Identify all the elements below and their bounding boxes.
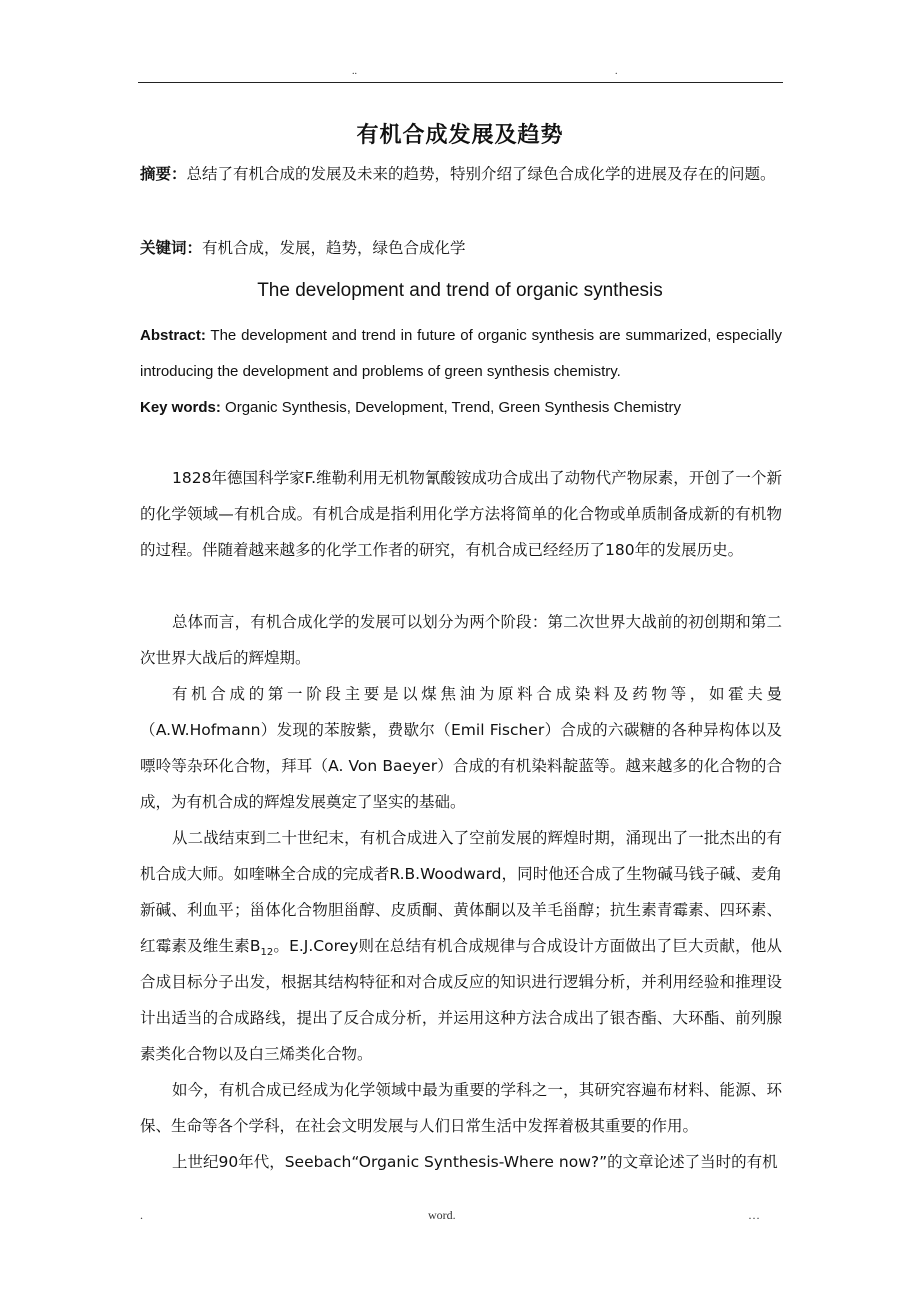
page-title-cn: 有机合成发展及趋势 — [356, 123, 564, 148]
abstract-en — [140, 318, 782, 390]
keywords-en-label: Key words: — [140, 399, 221, 416]
body-paragraph-4-part-b: 。E.J.Corey则在总结有机合成规律与合成设计方面做出了巨大贡献，他从合成目标分子出发，根据其结构特征和对合成反应的知识进行逻辑分析，并利用经验和推理设计出适当的合成路线，提出了反合成分析，并运用这种方法合成出了银杏酯、大环酯、前列腺素类化合物以及白三烯类化合物。 — [140, 937, 782, 1063]
body-paragraph-6: 上世纪90年代，Seebach“Organic Synthesis-Where now?”的文章论述了当时的有机 — [172, 1153, 778, 1171]
body-paragraph-1: 1828年德国科学家F.维勒利用无机物氰酸铵成功合成出了动物代产物尿素，开创了一个新的化学领域—有机合成。有机合成是指利用化学方法将简单的化合物或单质制备成新的有机物的过程。伴随着越来越多的化学工作者的研究，有机合成已经经历了180年的发展历史。 — [140, 469, 782, 559]
keywords-cn-label: 关键词： — [140, 239, 203, 257]
keywords-en — [140, 390, 782, 426]
vitamin-b12-subscript: 12 — [260, 947, 274, 959]
keywords-cn — [140, 230, 782, 266]
abstract-cn-label: 摘要： — [140, 165, 187, 183]
abstract-en-label: Abstract: — [140, 327, 206, 344]
header-rule — [138, 82, 783, 83]
body-paragraph-4-part-a: 从二战结束到二十世纪末，有机合成进入了空前发展的辉煌时期，涌现出了一批杰出的有机合成大师。如喹啉全合成的完成者R.B.Woodward，同时他还合成了生物碱马钱子碱、麦角新碱、利血平；甾体化合物胆甾醇、皮质酮、黄体酮以及羊毛甾醇；抗生素青霉素、四环素、红霉素及维生素B — [140, 829, 782, 955]
header-right-mark: . — [615, 66, 618, 77]
footer-left-mark: . — [140, 1208, 143, 1222]
body-paragraph-3: 有机合成的第一阶段主要是以煤焦油为原料合成染料及药物等，如霍夫曼（A.W.Hofmann）发现的苯胺紫，费歇尔（Emil Fischer）合成的六碳糖的各种异构体以及嘌呤等杂环化合物，拜耳（A. Von Baeyer）合成的有机染料靛蓝等。越来越多的化合物的合成，为有机合成的辉煌发展奠定了坚实的基础。 — [140, 685, 782, 811]
abstract-cn-text: 总结了有机合成的发展及未来的趋势，特别介绍了绿色合成化学的进展及存在的问题。 — [186, 165, 776, 183]
abstract-en-text: The development and trend in future of organic synthesis are summarized, especially introducing the development and problems of green synthesis chemistry. — [140, 327, 782, 380]
keywords-cn-text: 有机合成，发展，趋势，绿色合成化学 — [202, 239, 466, 257]
body-paragraph-2: 总体而言，有机合成化学的发展可以划分为两个阶段：第二次世界大战前的初创期和第二次世界大战后的辉煌期。 — [140, 613, 782, 667]
body-paragraph-5: 如今，有机合成已经成为化学领域中最为重要的学科之一，其研究容遍布材料、能源、环保、生命等各个学科，在社会文明发展与人们日常生活中发挥着极其重要的作用。 — [140, 1081, 782, 1135]
footer-center-text: word. — [428, 1208, 456, 1222]
page-title-en: The development and trend of organic synthesis — [257, 280, 663, 301]
footer-right-mark: … — [748, 1208, 760, 1222]
keywords-en-text: Organic Synthesis, Development, Trend, Green Synthesis Chemistry — [220, 399, 682, 416]
body-paragraph-4 — [140, 820, 782, 1072]
header-left-mark: .. — [352, 66, 357, 77]
abstract-cn — [140, 156, 782, 192]
